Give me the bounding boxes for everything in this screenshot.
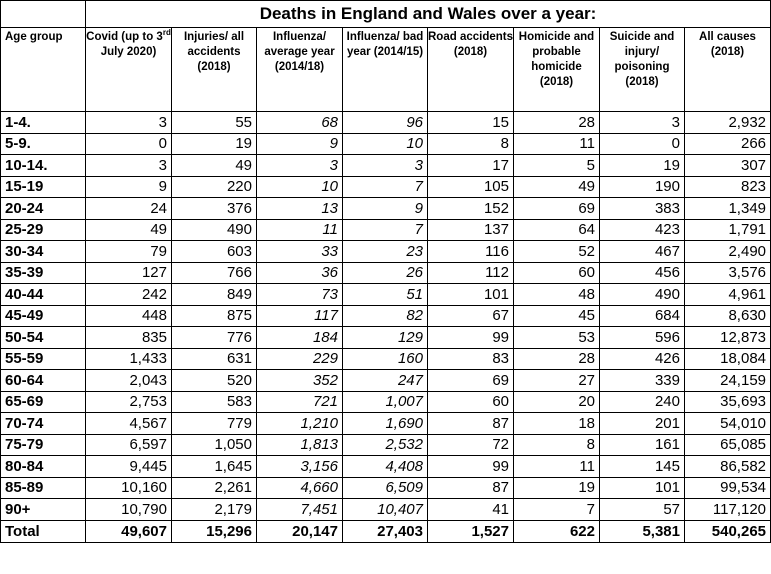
all-causes-cell: 1,791 [685,219,771,241]
suicide-cell: 145 [600,456,685,478]
influenza-average-cell: 20,147 [257,520,343,542]
homicide-cell: 48 [514,284,600,306]
injuries-cell: 520 [172,370,257,392]
homicide-cell: 18 [514,413,600,435]
influenza-bad-cell: 26 [343,262,428,284]
homicide-cell: 19 [514,477,600,499]
influenza-bad-cell: 3 [343,155,428,177]
age-cell: 75-79 [1,434,86,456]
header-suicide: Suicide and injury/ poisoning (2018) [600,28,685,112]
covid-cell: 6,597 [86,434,172,456]
covid-cell: 10,790 [86,499,172,521]
road-accidents-cell: 101 [428,284,514,306]
suicide-cell: 0 [600,133,685,155]
injuries-cell: 1,645 [172,456,257,478]
road-accidents-cell: 69 [428,370,514,392]
influenza-average-cell: 1,210 [257,413,343,435]
injuries-cell: 49 [172,155,257,177]
road-accidents-cell: 112 [428,262,514,284]
all-causes-cell: 18,084 [685,348,771,370]
all-causes-cell: 823 [685,176,771,198]
all-causes-cell: 3,576 [685,262,771,284]
injuries-cell: 220 [172,176,257,198]
injuries-cell: 2,261 [172,477,257,499]
road-accidents-cell: 67 [428,305,514,327]
injuries-cell: 603 [172,241,257,263]
suicide-cell: 3 [600,112,685,134]
age-cell: 85-89 [1,477,86,499]
table-row [1,499,771,521]
influenza-average-cell: 36 [257,262,343,284]
age-cell: 30-34 [1,241,86,263]
covid-cell: 835 [86,327,172,349]
homicide-cell: 49 [514,176,600,198]
suicide-cell: 456 [600,262,685,284]
suicide-cell: 161 [600,434,685,456]
table-row [1,112,771,134]
road-accidents-cell: 87 [428,413,514,435]
suicide-cell: 201 [600,413,685,435]
homicide-cell: 11 [514,133,600,155]
all-causes-cell: 266 [685,133,771,155]
all-causes-cell: 65,085 [685,434,771,456]
road-accidents-cell: 137 [428,219,514,241]
influenza-bad-cell: 23 [343,241,428,263]
influenza-bad-cell: 1,007 [343,391,428,413]
injuries-cell: 583 [172,391,257,413]
injuries-cell: 631 [172,348,257,370]
influenza-bad-cell: 9 [343,198,428,220]
influenza-average-cell: 352 [257,370,343,392]
title-spacer [1,1,86,28]
age-cell: Total [1,520,86,542]
table-row [1,155,771,177]
road-accidents-cell: 87 [428,477,514,499]
influenza-average-cell: 7,451 [257,499,343,521]
influenza-bad-cell: 129 [343,327,428,349]
suicide-cell: 190 [600,176,685,198]
table-row [1,284,771,306]
influenza-average-cell: 1,813 [257,434,343,456]
covid-cell: 79 [86,241,172,263]
age-cell: 80-84 [1,456,86,478]
injuries-cell: 55 [172,112,257,134]
header-covid: Covid (up to 3rd July 2020) [86,28,172,112]
table-row [1,176,771,198]
all-causes-cell: 54,010 [685,413,771,435]
suicide-cell: 426 [600,348,685,370]
road-accidents-cell: 1,527 [428,520,514,542]
influenza-average-cell: 9 [257,133,343,155]
influenza-average-cell: 721 [257,391,343,413]
age-cell: 65-69 [1,391,86,413]
header-all-causes: All causes (2018) [685,28,771,112]
table-row [1,327,771,349]
all-causes-cell: 8,630 [685,305,771,327]
influenza-bad-cell: 7 [343,176,428,198]
header-influenza-bad: Influenza/ bad year (2014/15) [343,28,428,112]
influenza-bad-cell: 247 [343,370,428,392]
age-cell: 15-19 [1,176,86,198]
injuries-cell: 15,296 [172,520,257,542]
homicide-cell: 7 [514,499,600,521]
covid-cell: 10,160 [86,477,172,499]
homicide-cell: 8 [514,434,600,456]
homicide-cell: 69 [514,198,600,220]
age-cell: 45-49 [1,305,86,327]
table-body [1,112,771,543]
influenza-average-cell: 184 [257,327,343,349]
covid-cell: 49,607 [86,520,172,542]
suicide-cell: 339 [600,370,685,392]
influenza-bad-cell: 10,407 [343,499,428,521]
age-cell: 50-54 [1,327,86,349]
influenza-average-cell: 229 [257,348,343,370]
table-title: Deaths in England and Wales over a year: [86,1,771,28]
all-causes-cell: 4,961 [685,284,771,306]
all-causes-cell: 24,159 [685,370,771,392]
influenza-bad-cell: 1,690 [343,413,428,435]
injuries-cell: 1,050 [172,434,257,456]
table-row [1,198,771,220]
homicide-cell: 52 [514,241,600,263]
suicide-cell: 383 [600,198,685,220]
covid-cell: 24 [86,198,172,220]
all-causes-cell: 12,873 [685,327,771,349]
influenza-average-cell: 33 [257,241,343,263]
influenza-average-cell: 3,156 [257,456,343,478]
covid-cell: 3 [86,155,172,177]
covid-cell: 2,043 [86,370,172,392]
header-age-group: Age group [1,28,86,112]
all-causes-cell: 99,534 [685,477,771,499]
influenza-bad-cell: 4,408 [343,456,428,478]
suicide-cell: 57 [600,499,685,521]
age-cell: 40-44 [1,284,86,306]
road-accidents-cell: 8 [428,133,514,155]
suicide-cell: 467 [600,241,685,263]
homicide-cell: 28 [514,348,600,370]
suicide-cell: 101 [600,477,685,499]
covid-cell: 9 [86,176,172,198]
covid-cell: 4,567 [86,413,172,435]
injuries-cell: 19 [172,133,257,155]
table-row [1,477,771,499]
table-row [1,133,771,155]
homicide-cell: 28 [514,112,600,134]
table-row [1,219,771,241]
covid-cell: 448 [86,305,172,327]
influenza-bad-cell: 2,532 [343,434,428,456]
covid-cell: 3 [86,112,172,134]
road-accidents-cell: 152 [428,198,514,220]
suicide-cell: 5,381 [600,520,685,542]
age-cell: 60-64 [1,370,86,392]
all-causes-cell: 540,265 [685,520,771,542]
influenza-average-cell: 68 [257,112,343,134]
age-cell: 5-9. [1,133,86,155]
suicide-cell: 596 [600,327,685,349]
header-road-accidents: Road accidents (2018) [428,28,514,112]
road-accidents-cell: 105 [428,176,514,198]
influenza-average-cell: 11 [257,219,343,241]
table-row [1,241,771,263]
all-causes-cell: 1,349 [685,198,771,220]
influenza-bad-cell: 27,403 [343,520,428,542]
road-accidents-cell: 99 [428,456,514,478]
injuries-cell: 849 [172,284,257,306]
influenza-bad-cell: 160 [343,348,428,370]
influenza-bad-cell: 10 [343,133,428,155]
covid-cell: 0 [86,133,172,155]
header-influenza-average: Influenza/ average year (2014/18) [257,28,343,112]
homicide-cell: 27 [514,370,600,392]
road-accidents-cell: 116 [428,241,514,263]
table-row [1,305,771,327]
covid-cell: 9,445 [86,456,172,478]
table-row [1,456,771,478]
injuries-cell: 776 [172,327,257,349]
all-causes-cell: 307 [685,155,771,177]
header-injuries: Injuries/ all accidents (2018) [172,28,257,112]
age-cell: 1-4. [1,112,86,134]
homicide-cell: 60 [514,262,600,284]
covid-cell: 2,753 [86,391,172,413]
injuries-cell: 2,179 [172,499,257,521]
injuries-cell: 779 [172,413,257,435]
injuries-cell: 490 [172,219,257,241]
homicide-cell: 622 [514,520,600,542]
total-row [1,520,771,542]
suicide-cell: 423 [600,219,685,241]
homicide-cell: 45 [514,305,600,327]
covid-cell: 49 [86,219,172,241]
table-row [1,348,771,370]
age-cell: 55-59 [1,348,86,370]
injuries-cell: 766 [172,262,257,284]
injuries-cell: 875 [172,305,257,327]
age-cell: 35-39 [1,262,86,284]
age-cell: 20-24 [1,198,86,220]
suicide-cell: 684 [600,305,685,327]
table-row [1,391,771,413]
road-accidents-cell: 99 [428,327,514,349]
homicide-cell: 20 [514,391,600,413]
homicide-cell: 53 [514,327,600,349]
homicide-cell: 64 [514,219,600,241]
all-causes-cell: 117,120 [685,499,771,521]
all-causes-cell: 2,932 [685,112,771,134]
covid-cell: 127 [86,262,172,284]
road-accidents-cell: 15 [428,112,514,134]
all-causes-cell: 2,490 [685,241,771,263]
influenza-bad-cell: 96 [343,112,428,134]
age-cell: 10-14. [1,155,86,177]
influenza-average-cell: 4,660 [257,477,343,499]
age-cell: 25-29 [1,219,86,241]
table-row [1,370,771,392]
influenza-bad-cell: 6,509 [343,477,428,499]
suicide-cell: 19 [600,155,685,177]
header-homicide: Homicide and probable homicide (2018) [514,28,600,112]
road-accidents-cell: 83 [428,348,514,370]
influenza-average-cell: 3 [257,155,343,177]
injuries-cell: 376 [172,198,257,220]
road-accidents-cell: 72 [428,434,514,456]
all-causes-cell: 35,693 [685,391,771,413]
table-row [1,413,771,435]
road-accidents-cell: 60 [428,391,514,413]
covid-cell: 1,433 [86,348,172,370]
influenza-bad-cell: 7 [343,219,428,241]
homicide-cell: 5 [514,155,600,177]
table-row [1,262,771,284]
age-cell: 90+ [1,499,86,521]
influenza-average-cell: 117 [257,305,343,327]
road-accidents-cell: 17 [428,155,514,177]
influenza-bad-cell: 82 [343,305,428,327]
suicide-cell: 240 [600,391,685,413]
road-accidents-cell: 41 [428,499,514,521]
influenza-average-cell: 13 [257,198,343,220]
covid-cell: 242 [86,284,172,306]
suicide-cell: 490 [600,284,685,306]
homicide-cell: 11 [514,456,600,478]
age-cell: 70-74 [1,413,86,435]
influenza-average-cell: 73 [257,284,343,306]
influenza-bad-cell: 51 [343,284,428,306]
influenza-average-cell: 10 [257,176,343,198]
all-causes-cell: 86,582 [685,456,771,478]
table-row [1,434,771,456]
